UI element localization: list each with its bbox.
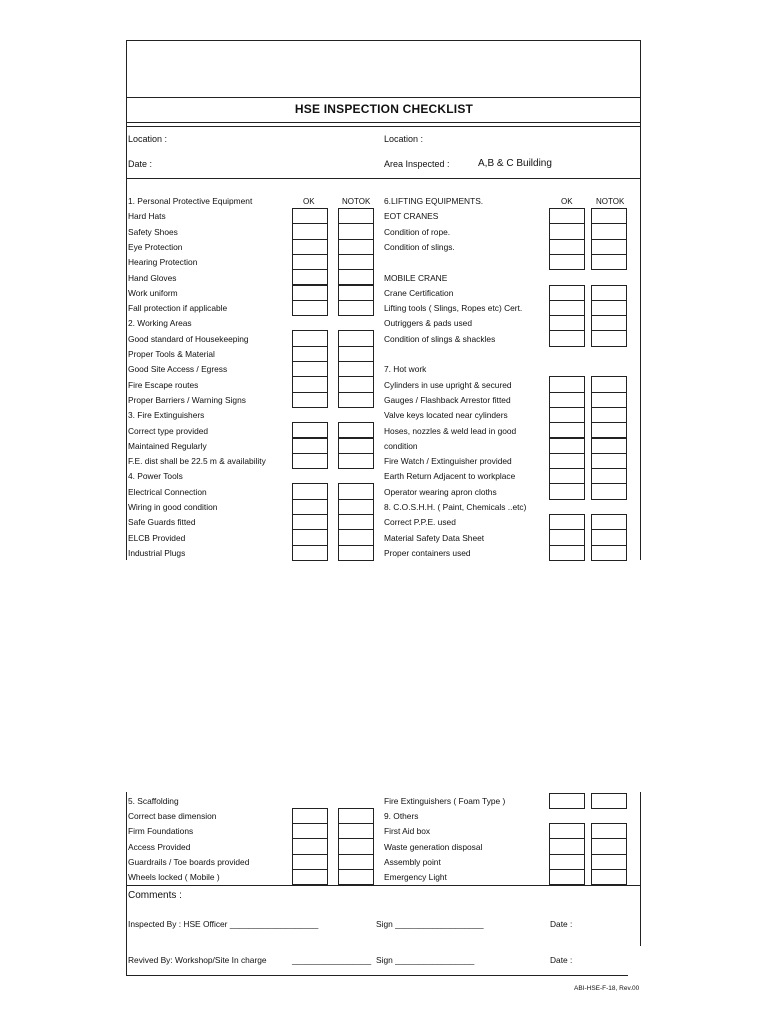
ok-checkbox[interactable] bbox=[549, 483, 585, 499]
ok-checkbox[interactable] bbox=[549, 823, 585, 839]
checklist-item-label: Correct type provided bbox=[128, 425, 209, 436]
not-ok-checkbox[interactable] bbox=[591, 254, 627, 270]
ok-checkbox[interactable] bbox=[549, 529, 585, 545]
not-ok-checkbox[interactable] bbox=[591, 300, 627, 316]
checklist-item-label: Proper Tools & Material bbox=[128, 349, 215, 359]
not-ok-checkbox[interactable] bbox=[338, 499, 374, 515]
ok-checkbox[interactable] bbox=[292, 869, 328, 885]
ok-checkbox[interactable] bbox=[292, 453, 328, 469]
ok-checkbox[interactable] bbox=[292, 285, 328, 301]
checklist-item-label: Guardrails / Toe boards provided bbox=[128, 856, 250, 867]
checklist-item-label: Proper containers used bbox=[384, 547, 471, 558]
ok-checkbox[interactable] bbox=[292, 529, 328, 545]
ok-checkbox[interactable] bbox=[549, 438, 585, 454]
comments-label: Comments : bbox=[128, 890, 182, 901]
inspected-by-line: Inspected By : HSE Officer ___________________ bbox=[128, 919, 319, 929]
checklist-item-label: Hard Hats bbox=[128, 211, 166, 222]
not-ok-checkbox[interactable] bbox=[338, 438, 374, 454]
revived-by-line: _________________ bbox=[292, 955, 372, 965]
not-ok-checkbox[interactable] bbox=[591, 483, 627, 499]
not-ok-checkbox[interactable] bbox=[338, 529, 374, 545]
ok-checkbox[interactable] bbox=[292, 361, 328, 377]
not-ok-checkbox[interactable] bbox=[338, 285, 374, 301]
sign-line-1: Sign ___________________ bbox=[376, 919, 484, 929]
checklist-item-label: Electrical Connection bbox=[128, 486, 207, 497]
ok-checkbox[interactable] bbox=[549, 514, 585, 530]
ok-checkbox[interactable] bbox=[292, 392, 328, 408]
not-ok-checkbox[interactable] bbox=[591, 330, 627, 346]
checklist-item-label: Good standard of Housekeeping bbox=[128, 333, 249, 344]
ok-checkbox[interactable] bbox=[292, 514, 328, 530]
not-ok-checkbox[interactable] bbox=[338, 422, 374, 438]
not-ok-checkbox[interactable] bbox=[338, 254, 374, 270]
checklist-item-label: Valve keys located near cylinders bbox=[384, 410, 508, 421]
checklist-item-label: Condition of slings & shackles bbox=[384, 333, 496, 344]
ok-checkbox[interactable] bbox=[549, 453, 585, 469]
not-ok-checkbox[interactable] bbox=[338, 269, 374, 285]
checklist-item-label: EOT CRANES bbox=[384, 211, 439, 222]
not-ok-checkbox[interactable] bbox=[591, 239, 627, 255]
checklist-item-label: condition bbox=[384, 440, 418, 451]
checklist-item-label: Good Site Access / Egress bbox=[128, 364, 228, 375]
area-inspected-value: A,B & C Building bbox=[478, 158, 552, 169]
not-ok-checkbox[interactable] bbox=[338, 483, 374, 499]
not-ok-checkbox[interactable] bbox=[338, 376, 374, 392]
date-line-1: Date : bbox=[550, 919, 573, 929]
right-ok-header: OK bbox=[561, 197, 573, 206]
not-ok-checkbox[interactable] bbox=[338, 300, 374, 316]
revived-by-label: Revived By: Workshop/Site In charge bbox=[128, 955, 267, 965]
sign-line-2: Sign _________________ bbox=[376, 955, 475, 965]
ok-checkbox[interactable] bbox=[549, 869, 585, 885]
checklist-item-label: F.E. dist shall be 22.5 m & availability bbox=[128, 456, 266, 467]
checklist-item-label: Assembly point bbox=[384, 856, 441, 867]
not-ok-checkbox[interactable] bbox=[338, 223, 374, 239]
checklist-item-label: Fire Watch / Extinguisher provided bbox=[384, 456, 512, 467]
page-title: HSE INSPECTION CHECKLIST bbox=[294, 102, 474, 116]
checklist-item-label: 9. Others bbox=[384, 811, 419, 822]
ok-checkbox[interactable] bbox=[549, 838, 585, 854]
checklist-item-label: Material Safety Data Sheet bbox=[384, 532, 485, 543]
checklist-item-label: 5. Scaffolding bbox=[128, 796, 179, 806]
not-ok-checkbox[interactable] bbox=[591, 285, 627, 301]
date-label: Date : bbox=[128, 159, 153, 169]
not-ok-checkbox[interactable] bbox=[591, 838, 627, 854]
ok-checkbox[interactable] bbox=[292, 838, 328, 854]
ok-checkbox[interactable] bbox=[292, 438, 328, 454]
checklist-item-label: Wiring in good condition bbox=[128, 502, 218, 512]
checklist-item-label: Earth Return Adjacent to workplace bbox=[384, 471, 516, 482]
checklist-item-label: First Aid box bbox=[384, 826, 431, 837]
checklist-item-label: Wheels locked ( Mobile ) bbox=[128, 872, 220, 882]
ok-checkbox[interactable] bbox=[292, 300, 328, 316]
checklist-item-label: Operator wearing apron cloths bbox=[384, 486, 497, 497]
ok-checkbox[interactable] bbox=[549, 315, 585, 331]
ok-checkbox[interactable] bbox=[292, 808, 328, 824]
checklist-item-label: Hoses, nozzles & weld lead in good bbox=[384, 425, 517, 436]
not-ok-checkbox[interactable] bbox=[338, 239, 374, 255]
checklist-item-label: Fire Extinguishers ( Foam Type ) bbox=[384, 796, 506, 806]
not-ok-checkbox[interactable] bbox=[591, 468, 627, 484]
ok-checkbox[interactable] bbox=[549, 300, 585, 316]
checklist-item-label: Fire Escape routes bbox=[128, 379, 199, 390]
ok-checkbox[interactable] bbox=[549, 239, 585, 255]
not-ok-checkbox[interactable] bbox=[338, 361, 374, 377]
checklist-item-label: 3. Fire Extinguishers bbox=[128, 410, 205, 421]
checklist-item-label: Correct base dimension bbox=[128, 811, 217, 822]
left-ok-header: OK bbox=[303, 197, 315, 206]
document-code: ABI-HSE-F-18, Rev.00 bbox=[574, 985, 640, 992]
checklist-item-label: Maintained Regularly bbox=[128, 440, 207, 451]
not-ok-checkbox[interactable] bbox=[591, 407, 627, 423]
ok-checkbox[interactable] bbox=[292, 208, 328, 224]
checklist-item-label: Firm Foundations bbox=[128, 826, 194, 837]
ok-checkbox[interactable] bbox=[549, 392, 585, 408]
left-notok-header: NOTOK bbox=[342, 197, 371, 206]
checklist-item-label: 1. Personal Protective Equipment bbox=[128, 196, 253, 206]
ok-checkbox[interactable] bbox=[549, 208, 585, 224]
not-ok-checkbox[interactable] bbox=[591, 438, 627, 454]
not-ok-checkbox[interactable] bbox=[338, 808, 374, 824]
ok-checkbox[interactable] bbox=[549, 468, 585, 484]
not-ok-checkbox[interactable] bbox=[338, 838, 374, 854]
not-ok-checkbox[interactable] bbox=[591, 315, 627, 331]
not-ok-checkbox[interactable] bbox=[338, 823, 374, 839]
ok-checkbox[interactable] bbox=[292, 223, 328, 239]
ok-checkbox[interactable] bbox=[549, 422, 585, 438]
not-ok-checkbox[interactable] bbox=[338, 346, 374, 362]
checklist-item-label: 2. Working Areas bbox=[128, 318, 192, 329]
checklist-item-label: Correct P.P.E. used bbox=[384, 517, 456, 528]
checklist-item-label: 4. Power Tools bbox=[128, 471, 183, 482]
not-ok-checkbox[interactable] bbox=[338, 514, 374, 530]
checklist-item-label: Outriggers & pads used bbox=[384, 318, 472, 329]
ok-checkbox[interactable] bbox=[292, 823, 328, 839]
not-ok-checkbox[interactable] bbox=[338, 330, 374, 346]
ok-checkbox[interactable] bbox=[292, 376, 328, 392]
checklist-item-label: 7. Hot work bbox=[384, 364, 427, 375]
checklist-item-label: Eye Protection bbox=[128, 241, 183, 252]
not-ok-checkbox[interactable] bbox=[338, 392, 374, 408]
checklist-item-label: Hearing Protection bbox=[128, 257, 198, 268]
checklist-item-label: Condition of rope. bbox=[384, 226, 451, 237]
checklist-item-label: 6.LIFTING EQUIPMENTS. bbox=[384, 196, 484, 206]
checklist-item-label: 8. C.O.S.H.H. ( Paint, Chemicals ..etc) bbox=[384, 502, 527, 512]
not-ok-checkbox[interactable] bbox=[591, 545, 627, 561]
not-ok-checkbox[interactable] bbox=[338, 869, 374, 885]
checklist-item-label: Waste generation disposal bbox=[384, 841, 483, 852]
checklist-item-label: Fall protection if applicable bbox=[128, 303, 228, 314]
ok-checkbox[interactable] bbox=[292, 499, 328, 515]
ok-checkbox[interactable] bbox=[549, 854, 585, 870]
checklist-item-label: Lifting tools ( Slings, Ropes etc) Cert. bbox=[384, 303, 523, 314]
checklist-item-label: Proper Barriers / Warning Signs bbox=[128, 394, 246, 405]
not-ok-checkbox[interactable] bbox=[591, 376, 627, 392]
not-ok-checkbox[interactable] bbox=[338, 854, 374, 870]
ok-checkbox[interactable] bbox=[292, 545, 328, 561]
not-ok-checkbox[interactable] bbox=[591, 514, 627, 530]
location-left-label: Location : bbox=[128, 134, 168, 144]
checklist-item-label: MOBILE CRANE bbox=[384, 272, 448, 283]
checklist-item-label: ELCB Provided bbox=[128, 532, 186, 543]
ok-checkbox[interactable] bbox=[549, 407, 585, 423]
not-ok-checkbox[interactable] bbox=[338, 545, 374, 561]
checklist-item-label: Crane Certification bbox=[384, 287, 454, 298]
ok-checkbox[interactable] bbox=[292, 239, 328, 255]
ok-checkbox[interactable] bbox=[549, 285, 585, 301]
ok-checkbox[interactable] bbox=[549, 223, 585, 239]
checklist-item-label: Gauges / Flashback Arrestor fitted bbox=[384, 394, 511, 405]
ok-checkbox[interactable] bbox=[292, 346, 328, 362]
not-ok-checkbox[interactable] bbox=[591, 823, 627, 839]
checklist-item-label: Industrial Plugs bbox=[128, 547, 186, 558]
not-ok-checkbox[interactable] bbox=[338, 208, 374, 224]
not-ok-checkbox[interactable] bbox=[591, 208, 627, 224]
ok-checkbox[interactable] bbox=[292, 422, 328, 438]
checklist-item-label: Hand Gloves bbox=[128, 272, 177, 283]
ok-checkbox[interactable] bbox=[549, 376, 585, 392]
not-ok-checkbox[interactable] bbox=[338, 453, 374, 469]
not-ok-checkbox[interactable] bbox=[591, 422, 627, 438]
not-ok-checkbox[interactable] bbox=[591, 453, 627, 469]
ok-checkbox[interactable] bbox=[292, 483, 328, 499]
ok-checkbox[interactable] bbox=[549, 254, 585, 270]
not-ok-checkbox[interactable] bbox=[591, 529, 627, 545]
not-ok-checkbox[interactable] bbox=[591, 854, 627, 870]
checklist-item-label: Safe Guards fitted bbox=[128, 517, 196, 528]
checklist-item-label: Emergency Light bbox=[384, 872, 447, 882]
ok-checkbox[interactable] bbox=[292, 254, 328, 270]
location-right-label: Location : bbox=[384, 134, 424, 144]
right-notok-header: NOTOK bbox=[596, 197, 625, 206]
checklist-item-label: Cylinders in use upright & secured bbox=[384, 379, 512, 390]
ok-checkbox[interactable] bbox=[292, 330, 328, 346]
ok-checkbox[interactable] bbox=[292, 854, 328, 870]
ok-checkbox[interactable] bbox=[549, 330, 585, 346]
not-ok-checkbox[interactable] bbox=[591, 869, 627, 885]
not-ok-checkbox[interactable] bbox=[591, 392, 627, 408]
checklist-item-label: Condition of slings. bbox=[384, 241, 455, 252]
checklist-item-label: Safety Shoes bbox=[128, 226, 178, 237]
area-inspected-label: Area Inspected : bbox=[384, 159, 450, 169]
checklist-item-label: Work uniform bbox=[128, 287, 178, 298]
not-ok-checkbox[interactable] bbox=[591, 223, 627, 239]
ok-checkbox[interactable] bbox=[549, 793, 585, 809]
not-ok-checkbox[interactable] bbox=[591, 793, 627, 809]
date-line-2: Date : bbox=[550, 955, 573, 965]
ok-checkbox[interactable] bbox=[292, 269, 328, 285]
ok-checkbox[interactable] bbox=[549, 545, 585, 561]
checklist-item-label: Access Provided bbox=[128, 841, 191, 852]
